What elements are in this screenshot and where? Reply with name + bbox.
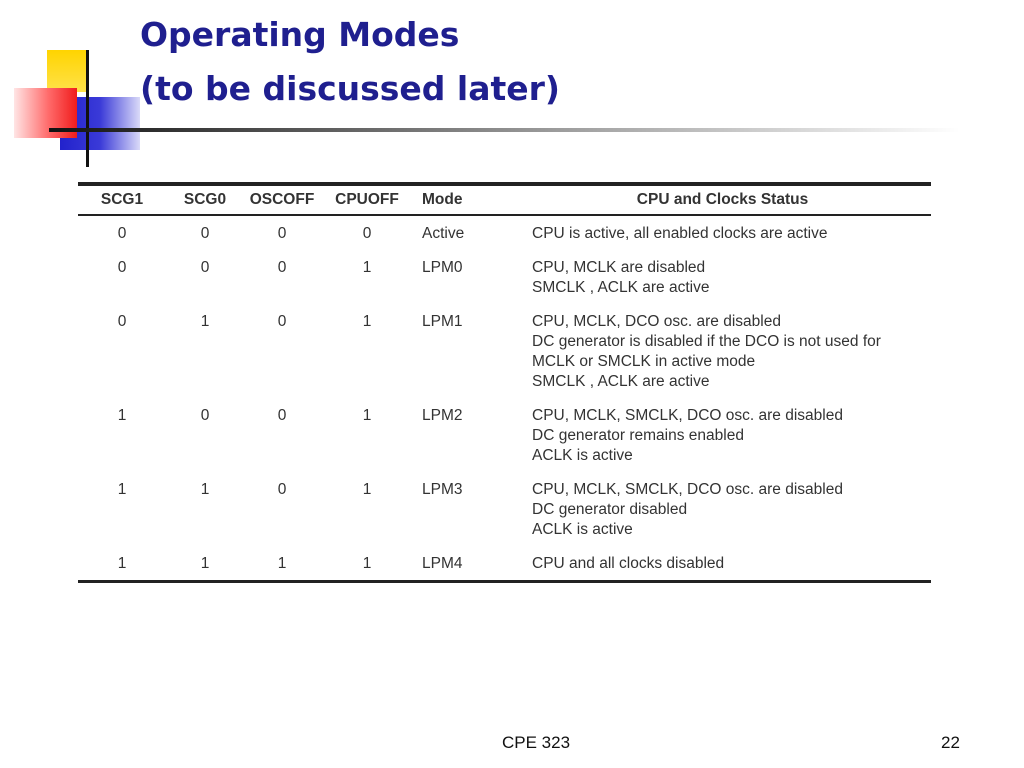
status-line: DC generator is disabled if the DCO is not used for [532,333,881,350]
cell-cpuoff: 0 [362,225,372,242]
cell-scg1: 0 [117,225,127,242]
header-cpuoff: CPUOFF [320,186,414,215]
cell-oscoff: 0 [277,481,287,498]
yellow-square-decoration [47,50,89,92]
table-row [78,398,931,472]
header-mode: Mode [414,186,514,215]
cell-scg0: 1 [200,313,210,330]
cell-mode: LPM0 [422,259,463,276]
status-line: CPU is active, all enabled clocks are active [532,225,828,242]
cell-mode: LPM1 [422,313,463,330]
cell-status [514,250,931,304]
cell-cpuoff: 1 [362,313,372,330]
status-line: DC generator remains enabled [532,427,744,444]
table-row [78,250,931,304]
status-line: ACLK is active [532,447,633,464]
cell-scg1: 0 [117,259,127,276]
vertical-rule-decoration [86,50,89,167]
status-line: ACLK is active [532,521,633,538]
cell-scg1: 1 [117,481,127,498]
cell-status [514,398,931,472]
table-bottom-rule [78,580,931,583]
status-line: MCLK or SMCLK in active mode [532,353,756,370]
status-line: CPU, MCLK, SMCLK, DCO osc. are disabled [532,407,843,424]
slide-title-line1: Operating Modes [140,15,460,54]
cell-scg0: 0 [200,407,210,424]
cell-scg0: 1 [200,555,210,572]
status-line: CPU, MCLK, DCO osc. are disabled [532,313,781,330]
status-line: DC generator disabled [532,501,688,518]
title-underline [49,128,960,132]
table-row [78,215,931,250]
cell-oscoff: 1 [277,555,287,572]
status-line: CPU and all clocks disabled [532,555,725,572]
status-line: SMCLK , ACLK are active [532,279,710,296]
cell-scg1: 0 [117,313,127,330]
header-scg1: SCG1 [78,186,166,215]
header-scg0: SCG0 [166,186,244,215]
header-status: CPU and Clocks Status [514,186,931,215]
cell-status [514,215,931,250]
operating-modes-table [78,182,931,583]
footer-course: CPE 323 [502,733,571,752]
cell-scg1: 1 [117,555,127,572]
table-row [78,546,931,580]
cell-status [514,472,931,546]
cell-cpuoff: 1 [362,259,372,276]
slide-title-line2: (to be discussed later) [140,69,561,108]
cell-cpuoff: 1 [362,481,372,498]
cell-cpuoff: 1 [362,555,372,572]
cell-scg1: 1 [117,407,127,424]
cell-scg0: 0 [200,259,210,276]
cell-oscoff: 0 [277,259,287,276]
cell-mode: LPM4 [422,555,463,572]
cell-scg0: 0 [200,225,210,242]
slide-title [140,8,560,116]
cell-scg0: 1 [200,481,210,498]
status-line: SMCLK , ACLK are active [532,373,710,390]
header-oscoff: OSCOFF [244,186,320,215]
cell-status [514,304,931,398]
cell-status [514,546,931,580]
status-line: CPU, MCLK, SMCLK, DCO osc. are disabled [532,481,843,498]
cell-oscoff: 0 [277,225,287,242]
cell-cpuoff: 1 [362,407,372,424]
footer-page-number: 22 [941,733,960,752]
cell-mode: LPM2 [422,407,463,424]
cell-oscoff: 0 [277,313,287,330]
table-header-row [78,186,931,215]
table-row [78,304,931,398]
cell-oscoff: 0 [277,407,287,424]
cell-mode: Active [422,225,465,242]
cell-mode: LPM3 [422,481,463,498]
table-row [78,472,931,546]
status-line: CPU, MCLK are disabled [532,259,706,276]
